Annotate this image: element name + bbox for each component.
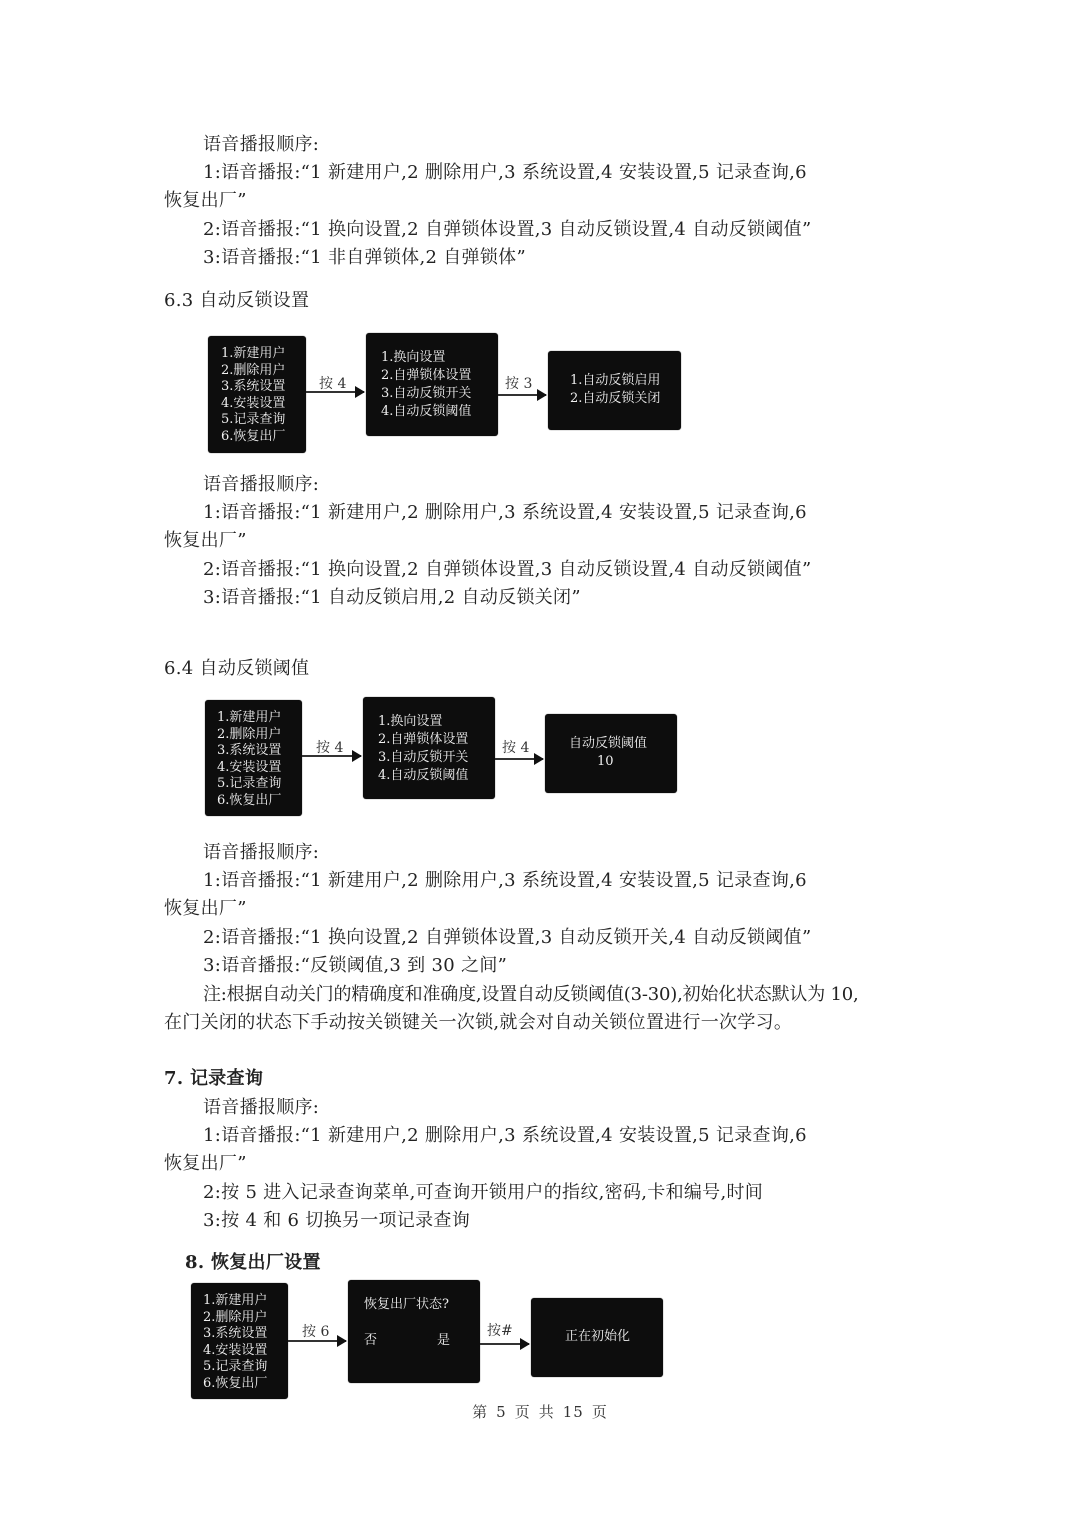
voice-line-1: 1:语音播报:“1 新建用户,2 删除用户,3 系统设置,4 安装设置,5 记录查询,6 xyxy=(203,870,807,891)
voice-order-title: 语音播报顺序: xyxy=(203,134,320,155)
option-yes: 是 xyxy=(437,1333,451,1348)
menu-item: 2.删除用户 xyxy=(217,726,282,742)
menu-item: 2.自弹锁体设置 xyxy=(381,368,472,383)
section-title-8: 8. 恢复出厂设置 xyxy=(185,1252,321,1273)
footer-text: 页 xyxy=(514,1403,531,1421)
voice-line-2: 2:语音播报:“1 换向设置,2 自弹锁体设置,3 自动反锁设置,4 自动反锁阈值” xyxy=(203,219,812,240)
option-no: 否 xyxy=(364,1333,378,1348)
voice-line-1-cont: 恢复出厂” xyxy=(164,190,247,211)
voice-line-3: 3:语音播报:“1 非自弹锁体,2 自弹锁体” xyxy=(203,247,526,268)
voice-line-1: 1:语音播报:“1 新建用户,2 删除用户,3 系统设置,4 安装设置,5 记录查询,6 xyxy=(203,1125,807,1146)
menu-item: 2.删除用户 xyxy=(221,362,286,378)
arrow-label: 按 6 xyxy=(302,1324,330,1340)
main-menu-box xyxy=(208,336,306,453)
voice-line-3: 3:语音播报:“1 自动反锁启用,2 自动反锁关闭” xyxy=(203,587,581,608)
initializing-box xyxy=(531,1298,663,1377)
voice-line-2: 2:按 5 进入记录查询菜单,可查询开锁用户的指纹,密码,卡和编号,时间 xyxy=(203,1182,764,1203)
menu-item: 1.换向设置 xyxy=(381,350,446,365)
install-settings-box xyxy=(363,697,495,799)
menu-item: 4.自动反锁阈值 xyxy=(378,768,469,783)
section-title-6-3: 6.3 自动反锁设置 xyxy=(164,290,310,311)
arrow-label: 按 4 xyxy=(502,740,530,756)
menu-item: 4.安装设置 xyxy=(221,395,286,411)
menu-item: 3.系统设置 xyxy=(203,1326,268,1341)
menu-item: 1.换向设置 xyxy=(378,714,443,729)
threshold-label: 自动反锁阈值 xyxy=(569,736,648,751)
main-menu-box xyxy=(191,1283,288,1399)
menu-item: 2.自动反锁关闭 xyxy=(570,391,661,406)
arrow-right-icon xyxy=(498,394,546,396)
auto-lock-toggle-box xyxy=(548,351,681,430)
voice-order-title: 语音播报顺序: xyxy=(203,474,320,495)
arrow-label: 按# xyxy=(487,1323,513,1339)
voice-line-3: 3:语音播报:“反锁阈值,3 到 30 之间” xyxy=(203,955,508,976)
factory-reset-confirm-box xyxy=(348,1280,480,1383)
menu-item: 3.自动反锁开关 xyxy=(381,386,472,401)
arrow-label: 按 4 xyxy=(319,376,347,392)
footer-text: 页 xyxy=(591,1403,608,1421)
voice-order-title: 语音播报顺序: xyxy=(203,842,320,863)
note-line-cont: 在门关闭的状态下手动按关锁键关一次锁,就会对自动关锁位置进行一次学习。 xyxy=(164,1012,793,1033)
voice-line-3: 3:按 4 和 6 切换另一项记录查询 xyxy=(203,1210,471,1231)
menu-item: 6.恢复出厂 xyxy=(203,1375,268,1391)
menu-item: 6.恢复出厂 xyxy=(221,428,286,444)
initializing-label: 正在初始化 xyxy=(565,1329,631,1344)
current-page: 5 xyxy=(496,1403,507,1421)
menu-item: 3.系统设置 xyxy=(221,379,286,394)
total-pages: 15 xyxy=(562,1403,584,1421)
menu-item: 1.新建用户 xyxy=(221,346,286,361)
menu-item: 3.自动反锁开关 xyxy=(378,750,469,765)
arrow-label: 按 4 xyxy=(316,740,344,756)
voice-line-2: 2:语音播报:“1 换向设置,2 自弹锁体设置,3 自动反锁设置,4 自动反锁阈值” xyxy=(203,559,812,580)
voice-line-1-cont: 恢复出厂” xyxy=(164,1153,247,1174)
arrow-label: 按 3 xyxy=(505,376,533,392)
menu-item: 1.自动反锁启用 xyxy=(570,373,661,388)
voice-line-2: 2:语音播报:“1 换向设置,2 自弹锁体设置,3 自动反锁开关,4 自动反锁阈值” xyxy=(203,927,812,948)
voice-line-1: 1:语音播报:“1 新建用户,2 删除用户,3 系统设置,4 安装设置,5 记录查询,6 xyxy=(203,162,807,183)
menu-item: 5.记录查询 xyxy=(203,1359,268,1374)
voice-line-1-cont: 恢复出厂” xyxy=(164,530,247,551)
menu-item: 3.系统设置 xyxy=(217,743,282,758)
install-settings-box xyxy=(366,333,498,436)
page-footer xyxy=(0,1401,1080,1422)
threshold-box xyxy=(545,714,677,793)
menu-item: 2.自弹锁体设置 xyxy=(378,732,469,747)
section-title-6-4: 6.4 自动反锁阈值 xyxy=(164,658,310,679)
reset-prompt: 恢复出厂状态? xyxy=(364,1297,449,1312)
menu-item: 4.自动反锁阈值 xyxy=(381,404,472,419)
voice-order-title: 语音播报顺序: xyxy=(203,1097,320,1118)
main-menu-box xyxy=(205,700,302,816)
menu-item: 1.新建用户 xyxy=(217,710,282,725)
menu-item: 6.恢复出厂 xyxy=(217,792,282,808)
menu-item: 2.删除用户 xyxy=(203,1309,268,1325)
threshold-value: 10 xyxy=(597,754,614,769)
arrow-right-icon xyxy=(480,1343,529,1345)
menu-item: 5.记录查询 xyxy=(221,412,286,427)
section-title-7: 7. 记录查询 xyxy=(164,1068,264,1089)
note-line: 注:根据自动关门的精确度和准确度,设置自动反锁阈值(3-30),初始化状态默认为 10, xyxy=(203,984,859,1005)
footer-text: 共 xyxy=(538,1403,555,1421)
footer-text: 第 xyxy=(472,1403,489,1421)
voice-line-1-cont: 恢复出厂” xyxy=(164,898,247,919)
menu-item: 5.记录查询 xyxy=(217,776,282,791)
menu-item: 4.安装设置 xyxy=(217,759,282,775)
voice-line-1: 1:语音播报:“1 新建用户,2 删除用户,3 系统设置,4 安装设置,5 记录查询,6 xyxy=(203,502,807,523)
menu-item: 4.安装设置 xyxy=(203,1342,268,1358)
arrow-right-icon xyxy=(495,758,543,760)
menu-item: 1.新建用户 xyxy=(203,1293,268,1308)
